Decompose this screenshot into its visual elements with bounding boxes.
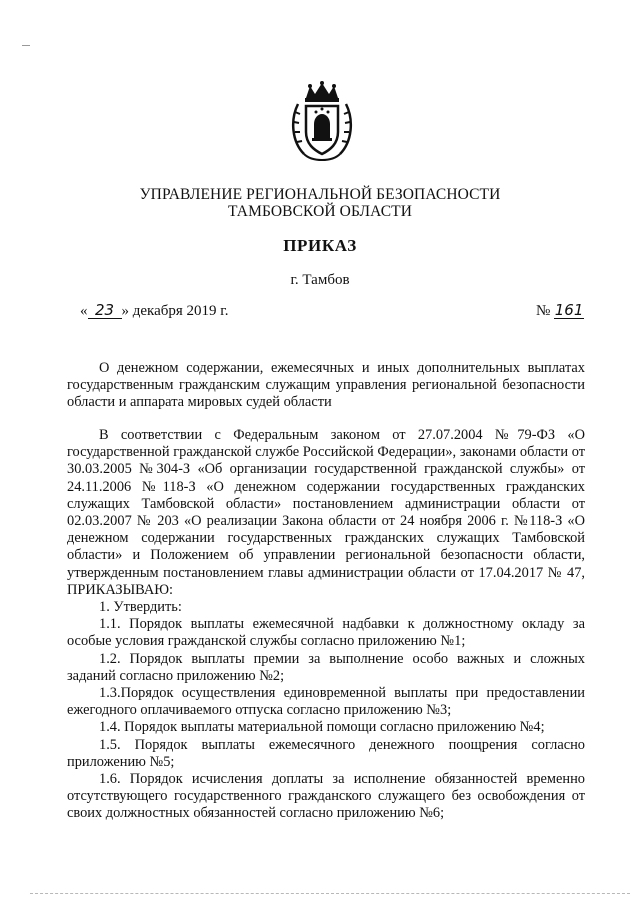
preamble-paragraph: В соответствии с Федеральным законом от 27.07.2004 №79-ФЗ «О государственной гражданской службе Российской Федерации», законами области от 30.03.2005 №304-З «Об организации государственной гражданской службы» от 24.11.2006 №118-З «О денежном содержании государственных гражданских служащих Тамбовской области» постановлением администрации области от 02.03.2007 № 203 «О реализации Закона области от 24 ноября 2006 г. №118-З «О денежном содержании государственных гражданских служащих Тамбовской области» и Положением об управлении региональной безопасности области, утвержденным постановлением главы администрации области от 17.04.2017 № 47, ПРИКАЗЫВАЮ: bbox=[67, 427, 585, 598]
date-month-year: » декабря 2019 г. bbox=[121, 303, 229, 319]
document-date bbox=[80, 302, 229, 320]
document-city: г. Тамбов bbox=[290, 272, 350, 288]
order-item-1-2: 1.2. Порядок выплаты премии за выполнение особо важных и сложных заданий согласно приложению №2; bbox=[67, 650, 585, 684]
order-item-1-6: 1.6. Порядок исчисления доплаты за исполнение обязанностей временно отсутствующего государственного гражданского служащего без освобождения от своих должностных обязанностей согласно приложению №6; bbox=[67, 771, 585, 822]
document-body bbox=[67, 427, 585, 823]
date-open-quote: « bbox=[80, 303, 88, 319]
org-name-line1: УПРАВЛЕНИЕ РЕГИОНАЛЬНОЙ БЕЗОПАСНОСТИ bbox=[139, 186, 501, 203]
tambov-coat-of-arms-icon bbox=[286, 80, 358, 164]
page-bottom-edge bbox=[30, 893, 630, 895]
order-item-1: 1. Утвердить: bbox=[99, 599, 182, 616]
date-day-handwritten: 23 bbox=[88, 302, 122, 319]
coat-of-arms-svg bbox=[286, 80, 358, 164]
document-type-title: ПРИКАЗ bbox=[283, 236, 357, 255]
org-name-line2: ТАМБОВСКОЙ ОБЛАСТИ bbox=[228, 203, 412, 220]
order-item-1-5: 1.5. Порядок выплаты ежемесячного денежного поощрения согласно приложению №5; bbox=[67, 736, 585, 770]
number-handwritten-value: 161 bbox=[554, 301, 584, 319]
order-item-1-4: 1.4. Порядок выплаты материальной помощи согласно приложению №4; bbox=[99, 719, 545, 736]
order-item-1-1: 1.1. Порядок выплаты ежемесячной надбавки к должностному окладу за особые условия гражданской службы согласно приложению №1; bbox=[67, 616, 585, 650]
number-prefix: № bbox=[536, 303, 551, 319]
order-item-1-3: 1.3.Порядок осуществления единовременной выплаты при предоставлении ежегодного оплачиваемого отпуска согласно приложению №3; bbox=[67, 685, 585, 719]
document-number bbox=[536, 302, 584, 320]
scan-mark bbox=[22, 45, 30, 46]
document-subject: О денежном содержании, ежемесячных и иных дополнительных выплатах государственным гражданским служащим управления региональной безопасности области и аппарата мировых судей области bbox=[67, 360, 585, 411]
